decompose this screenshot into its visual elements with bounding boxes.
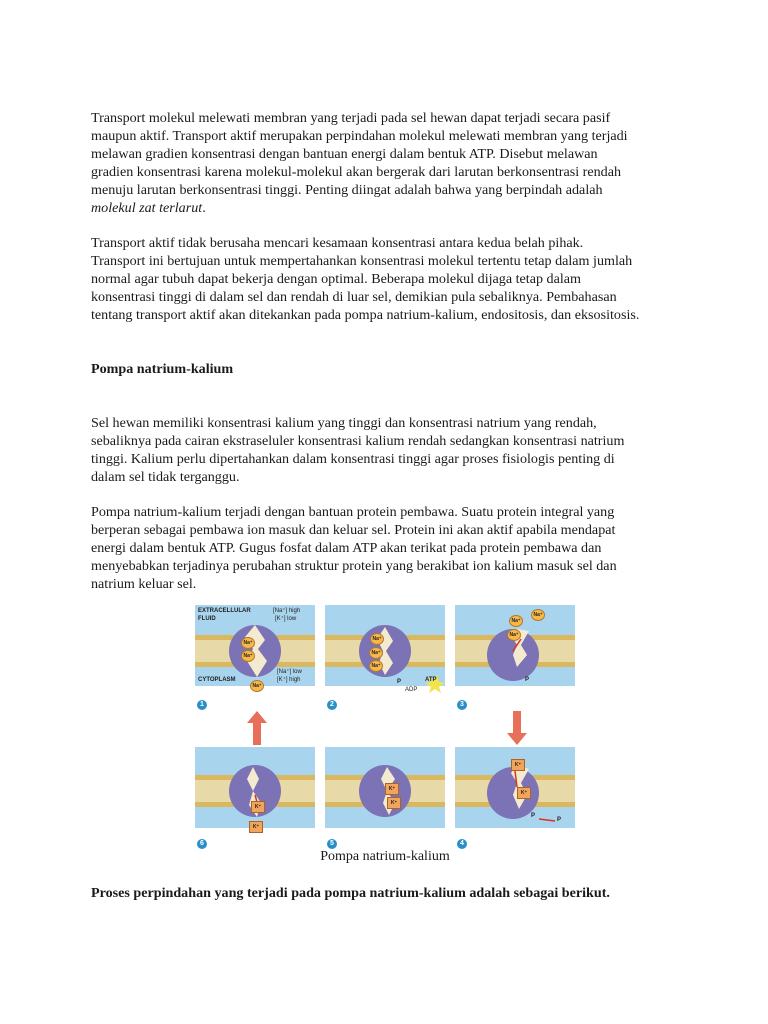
heading-proses-perpindahan: Proses perpindahan yang terjadi pada pompa natrium-kalium adalah sebagai berikut. bbox=[91, 885, 610, 901]
potassium-ion: K⁺ bbox=[511, 759, 525, 771]
figure-caption: Pompa natrium-kalium bbox=[320, 849, 450, 864]
sodium-ion: Na⁺ bbox=[250, 680, 264, 692]
paragraph-transport-aktif bbox=[91, 234, 691, 324]
sodium-ion: Na⁺ bbox=[531, 609, 545, 621]
text-line: tinggi. Kalium perlu dipertahankan dalam konsentrasi tinggi agar proses fisiologis penting di bbox=[91, 451, 615, 467]
cytoplasm-label: CYTOPLASM bbox=[198, 677, 236, 683]
sodium-ion: Na⁺ bbox=[509, 615, 523, 627]
text-line: natrium keluar sel. bbox=[91, 576, 197, 592]
panel-step-1 bbox=[195, 605, 315, 696]
potassium-ion: K⁺ bbox=[517, 787, 531, 799]
text-line: . bbox=[202, 200, 206, 216]
text-line: Sel hewan memiliki konsentrasi kalium yang tinggi dan konsentrasi natrium yang rendah, bbox=[91, 415, 597, 431]
text-line: normal agar tubuh dapat bekerja dengan optimal. Beberapa molekul dijaga tetap dalam bbox=[91, 271, 581, 287]
panel-step-6 bbox=[195, 747, 315, 838]
step-number-badge: 2 bbox=[327, 700, 337, 710]
sodium-ion: Na⁺ bbox=[241, 650, 255, 662]
text-line: berperan sebagai pembawa ion masuk dan keluar sel. Protein ini akan aktif apabila mendapat bbox=[91, 522, 616, 538]
text-line: dalam sel tidak terganggu. bbox=[91, 469, 240, 485]
sodium-ion: Na⁺ bbox=[370, 633, 384, 645]
text-line: Transport ini bertujuan untuk mempertahankan konsentrasi molekul tertentu tetap dalam jumlah bbox=[91, 253, 633, 269]
text-line: sebaliknya pada cairan ekstraseluler konsentrasi kalium rendah sedangkan konsentrasi natrium bbox=[91, 433, 625, 449]
na-low-label: [Na⁺] low bbox=[277, 669, 302, 675]
text-line: Transport molekul melewati membran yang terjadi pada sel hewan dapat terjadi secara pasif bbox=[91, 110, 611, 126]
sodium-potassium-pump-figure bbox=[195, 605, 575, 848]
text-line: melawan gradien konsentrasi dengan bantuan energi dalam bentuk ATP. Disebut melawan bbox=[91, 146, 598, 162]
text-line: konsentrasi tinggi di dalam sel dan rendah di luar sel, demikian pula sebaliknya. Pembahasan bbox=[91, 289, 617, 305]
text-line: Transport aktif tidak berusaha mencari kesamaan konsentrasi antara kedua belah pihak. bbox=[91, 235, 584, 251]
phosphate-label: P bbox=[525, 677, 530, 683]
arrow-down-icon bbox=[507, 711, 527, 745]
paragraph-transport-intro bbox=[91, 109, 691, 217]
text-line: energi dalam bentuk ATP. Gugus fosfat dalam ATP akan terikat pada protein pembawa dan bbox=[91, 540, 602, 556]
arrow-up-icon bbox=[247, 711, 267, 745]
potassium-ion: K⁺ bbox=[249, 821, 263, 833]
sodium-ion: Na⁺ bbox=[507, 629, 521, 641]
step-number-badge: 3 bbox=[457, 700, 467, 710]
potassium-ion: K⁺ bbox=[387, 797, 401, 809]
extracellular-label: EXTRACELLULAR bbox=[198, 608, 251, 614]
na-high-label: [Na⁺] high bbox=[273, 608, 301, 614]
atp-label: ATP bbox=[425, 677, 437, 683]
sodium-ion: Na⁺ bbox=[369, 647, 383, 659]
text-line: menuju larutan berkonsentrasi tinggi. Penting diingat adalah bahwa yang berpindah adalah bbox=[91, 182, 603, 198]
sodium-ion: Na⁺ bbox=[241, 637, 255, 649]
text-line: gradien konsentrasi karena molekul-molekul akan bergerak dari larutan berkonsentrasi rendah bbox=[91, 164, 622, 180]
k-low-label: [K⁺] low bbox=[275, 616, 297, 622]
text-line: maupun aktif. Transport aktif merupakan perpindahan molekul melewati membran yang terjadi bbox=[91, 128, 628, 144]
text-line: tentang transport aktif akan ditekankan pada pompa natrium-kalium, endositosis, dan eksositosis. bbox=[91, 307, 640, 323]
phosphate-label: P bbox=[557, 817, 562, 823]
adp-label: ADP bbox=[405, 687, 418, 693]
text-line: Pompa natrium-kalium terjadi dengan bantuan protein pembawa. Suatu protein integral yang bbox=[91, 504, 615, 520]
panel-step-3 bbox=[455, 605, 575, 696]
step-number-badge: 1 bbox=[197, 700, 207, 710]
step-number-badge: 5 bbox=[327, 839, 337, 849]
text-line: menyebabkan terjadinya perubahan struktur protein yang berakibat ion kalium masuk sel dan bbox=[91, 558, 617, 574]
heading-pompa-natrium-kalium: Pompa natrium-kalium bbox=[91, 361, 234, 377]
italic-term: molekul zat terlarut bbox=[91, 200, 203, 216]
paragraph-pompa-protein bbox=[91, 503, 691, 593]
sodium-ion: Na⁺ bbox=[369, 660, 383, 672]
fluid-label: FLUID bbox=[198, 616, 216, 622]
k-high-label: [K⁺] high bbox=[277, 677, 301, 683]
potassium-ion: K⁺ bbox=[385, 783, 399, 795]
step-number-badge: 4 bbox=[457, 839, 467, 849]
potassium-ion: K⁺ bbox=[251, 801, 265, 813]
phosphate-label: P bbox=[531, 813, 536, 819]
step-number-badge: 6 bbox=[197, 839, 207, 849]
panel-step-4 bbox=[455, 747, 575, 838]
panel-step-5 bbox=[325, 747, 445, 838]
phosphate-label: P bbox=[397, 679, 402, 685]
paragraph-sel-hewan bbox=[91, 414, 691, 486]
panel-step-2 bbox=[325, 605, 445, 696]
